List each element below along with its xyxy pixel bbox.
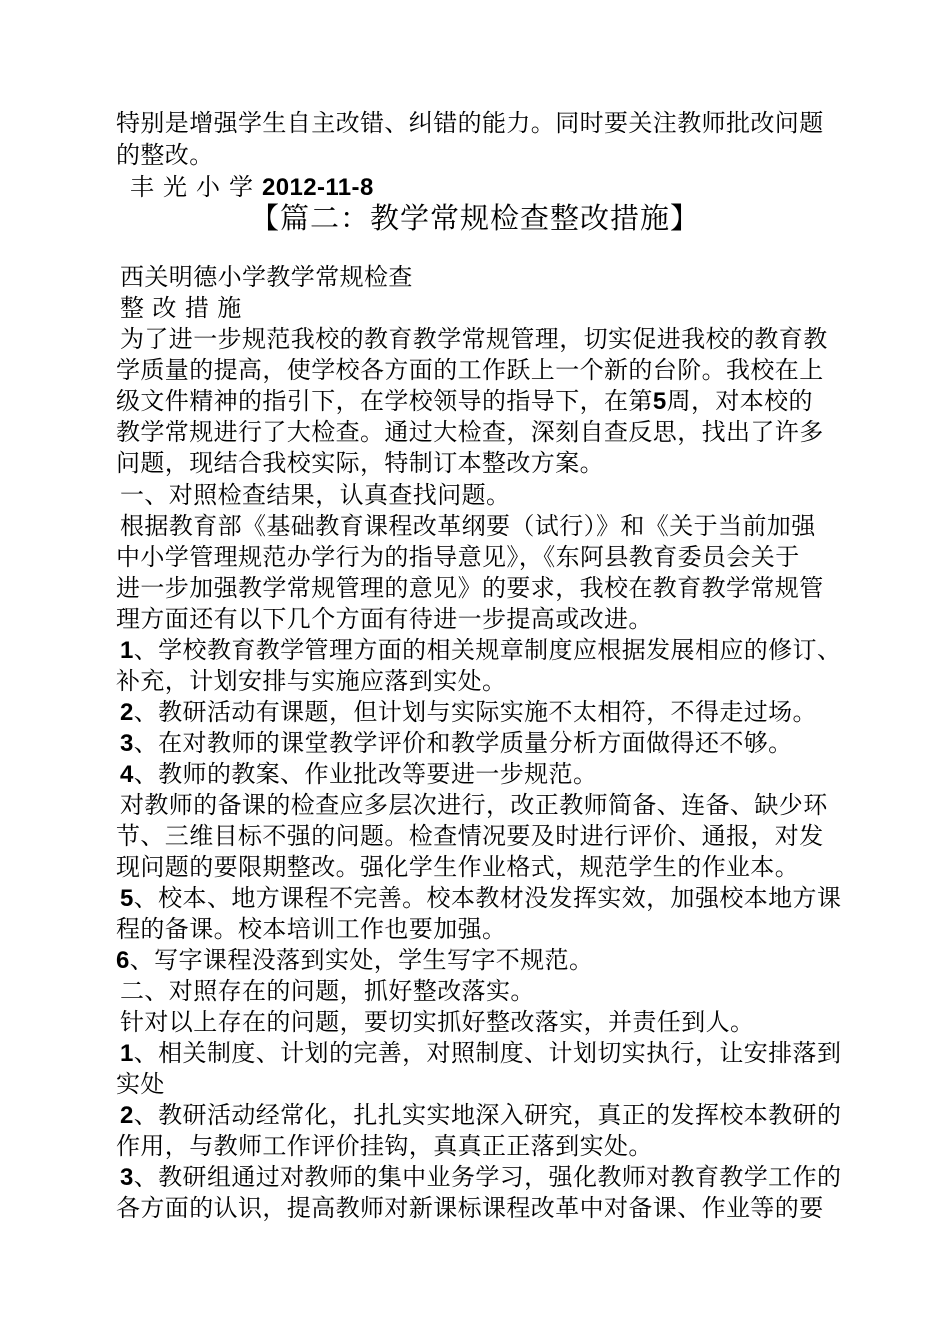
list-item-continuation: 各方面的认识，提高教师对新课标课程改革中对备课、作业等的要 xyxy=(116,1194,824,1222)
item-text: 、教师的教案、作业批改等要进一步规范。 xyxy=(133,760,598,788)
section-heading: 一、对照检查结果，认真查找问题。 xyxy=(120,481,511,509)
list-item xyxy=(120,1162,840,1193)
paragraph-line: 针对以上存在的问题，要切实抓好整改落实，并责任到人。 xyxy=(120,1008,755,1036)
school-name: 丰光小学 xyxy=(130,173,262,201)
item-number: 2 xyxy=(120,1102,134,1129)
paragraph-line: 学质量的提高，使学校各方面的工作跃上一个新的台阶。我校在上 xyxy=(116,356,824,384)
item-number: 1 xyxy=(120,637,134,664)
list-item xyxy=(120,883,840,914)
list-item-continuation: 程的备课。校本培训工作也要加强。 xyxy=(116,915,507,943)
paragraph-line: 的整改。 xyxy=(116,141,214,169)
section-heading: 二、对照存在的问题，抓好整改落实。 xyxy=(120,977,535,1005)
item-number: 1 xyxy=(120,1040,134,1067)
item-number: 2 xyxy=(120,699,134,726)
paragraph-line: 根据教育部《基础教育课程改革纲要（试行）》和《关于当前加强 xyxy=(120,512,816,540)
text-span: 级文件精神的指引下，在学校领导的指导下，在第 xyxy=(116,387,653,415)
item-text: 、教研活动经常化，扎扎实实地深入研究，真正的发挥校本教研的 xyxy=(133,1101,842,1129)
item-number: 4 xyxy=(120,761,134,788)
item-text: 、在对教师的课堂教学评价和教学质量分析方面做得还不够。 xyxy=(133,729,793,757)
paragraph-line: 中小学管理规范办学行为的指导意见》，《东阿县教育委员会关于 xyxy=(116,543,800,571)
list-item-continuation: 作用，与教师工作评价挂钩，真真正正落到实处。 xyxy=(116,1132,653,1160)
paragraph-line xyxy=(116,386,836,417)
list-item xyxy=(120,635,840,666)
list-item-continuation: 补充，计划安排与实施应落到实处。 xyxy=(116,667,507,695)
list-item-continuation: 实处 xyxy=(116,1070,165,1098)
paragraph-line: 理方面还有以下几个方面有待进一步提高或改进。 xyxy=(116,605,653,633)
list-item xyxy=(120,759,840,790)
list-item xyxy=(116,945,836,976)
sub-heading: 整 改 措 施 xyxy=(120,294,242,322)
item-text: 、相关制度、计划的完善，对照制度、计划切实执行，让安排落到 xyxy=(133,1039,842,1067)
text-span: 周，对本校的 xyxy=(666,387,813,415)
list-item xyxy=(120,1038,840,1069)
item-text: 、学校教育教学管理方面的相关规章制度应根据发展相应的修订、 xyxy=(133,636,842,664)
item-number: 3 xyxy=(120,1164,134,1191)
week-number: 5 xyxy=(652,388,667,415)
paragraph-line: 进一步加强教学常规管理的意见》的要求，我校在教育教学常规管 xyxy=(116,574,824,602)
paragraph-line: 节、三维目标不强的问题。检查情况要及时进行评价、通报，对发 xyxy=(116,822,824,850)
item-text: 、校本、地方课程不完善。校本教材没发挥实效，加强校本地方课 xyxy=(133,884,842,912)
paragraph-line: 问题，现结合我校实际，特制订本整改方案。 xyxy=(116,449,604,477)
paragraph-line: 现问题的要限期整改。强化学生作业格式，规范学生的作业本。 xyxy=(116,853,800,881)
section-title: 【篇二：教学常规检查整改措施】 xyxy=(249,201,700,235)
paragraph-line: 教学常规进行了大检查。通过大检查，深刻自查反思，找出了许多 xyxy=(116,418,824,446)
item-text: 、写字课程没落到实处，学生写字不规范。 xyxy=(129,946,594,974)
item-number: 6 xyxy=(116,947,130,974)
item-text: 、教研组通过对教师的集中业务学习，强化教师对教育教学工作的 xyxy=(133,1163,842,1191)
item-number: 5 xyxy=(120,885,134,912)
list-item xyxy=(120,1100,840,1131)
paragraph-line: 特别是增强学生自主改错、纠错的能力。同时要关注教师批改问题 xyxy=(116,109,824,137)
paragraph-line: 为了进一步规范我校的教育教学常规管理，切实促进我校的教育教 xyxy=(120,325,828,353)
list-item xyxy=(120,728,840,759)
item-number: 3 xyxy=(120,730,134,757)
paragraph-line: 对教师的备课的检查应多层次进行，改正教师简备、连备、缺少环 xyxy=(120,791,828,819)
org-heading: 西关明德小学教学常规检查 xyxy=(120,263,413,291)
signature-line xyxy=(130,172,850,203)
date: 2012-11-8 xyxy=(262,174,374,201)
item-text: 、教研活动有课题，但计划与实际实施不太相符，不得走过场。 xyxy=(133,698,817,726)
list-item xyxy=(120,697,840,728)
